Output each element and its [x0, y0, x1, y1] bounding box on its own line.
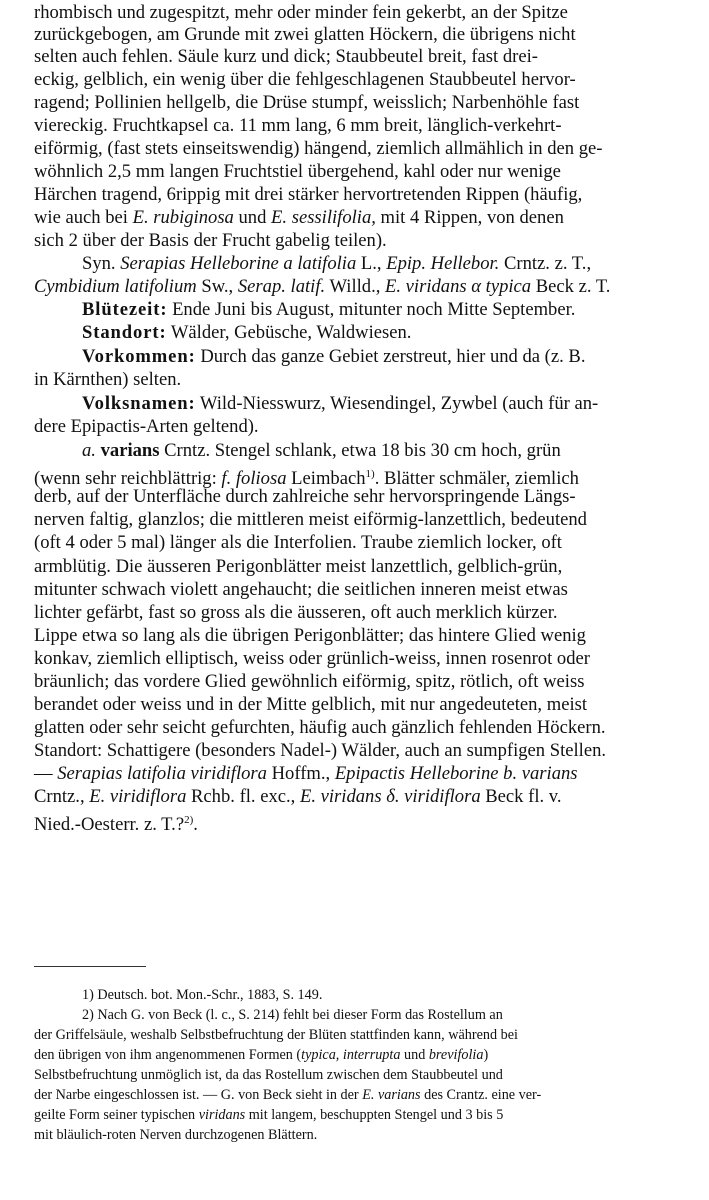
section-label: Blütezeit:: [82, 299, 168, 320]
text-line: nerven faltig, glanzlos; die mittleren meist eiförmig-lanzettlich, bedeutend: [34, 509, 587, 530]
text-line: in Kärnthen) selten.: [34, 369, 182, 390]
footnote-2-line: Selbstbefruchtung unmöglich ist, da das Rostellum zwischen dem Staubbeutel und: [34, 1067, 503, 1083]
form-names: typica, interrupta: [301, 1047, 401, 1063]
bluetezeit-line: [0, 299, 709, 321]
footnote-2-line: [0, 1086, 709, 1104]
species-name: E. viridans δ. viridiflora: [299, 786, 481, 807]
text-segment: ): [483, 1047, 489, 1063]
text-line: konkav, ziemlich elliptisch, weiss oder grünlich-weiss, innen rosenrot oder: [34, 648, 590, 669]
text-line: derb, auf der Unterfläche durch zahlreiche sehr hervorspringende Längs-: [34, 486, 576, 507]
text-segment: Hoffm.,: [266, 763, 335, 784]
text-line: bräunlich; das vordere Glied gewöhnlich eiförmig, spitz, rötlich, oft weiss: [34, 671, 585, 692]
text-segment: . Blätter schmäler, ziemlich: [374, 468, 579, 490]
synonym-line: [0, 786, 709, 808]
footnote-ref[interactable]: 2): [184, 814, 194, 826]
text-line: zurückgebogen, am Grunde mit zwei glatten Höckern, die übrigens nicht: [34, 24, 576, 45]
standort-line: [0, 322, 709, 344]
text-segment: L.,: [356, 253, 387, 274]
text-line: glatten oder sehr seicht gefurchten, häufig auch gänzlich fehlenden Höckern.: [34, 717, 606, 738]
species-name: E. rubiginosa: [132, 207, 234, 228]
text-line: [0, 463, 709, 490]
text-line: (oft 4 oder 5 mal) länger als die Interfolien. Traube ziemlich locker, oft: [34, 532, 562, 553]
text-line: eckig, gelblich, ein wenig über die fehlgeschlagenen Staubbeutel hervor-: [34, 69, 576, 90]
species-name: Serap. latif.: [237, 276, 326, 297]
footnote-2-line: [0, 1106, 709, 1124]
text-segment: Durch das ganze Gebiet zerstreut, hier und da (z. B.: [195, 346, 586, 367]
synonym-label: Syn.: [82, 253, 116, 274]
footnote-2-line: mit bläulich-roten Nerven durchzogenen Blättern.: [34, 1127, 318, 1143]
text-segment: Crntz. Stengel schlank, etwa 18 bis 30 cm hoch, grün: [159, 440, 561, 461]
synonym-line: [0, 809, 709, 836]
section-label: Volksnamen:: [82, 393, 196, 414]
synonym-line: [0, 253, 709, 275]
text-segment: Beck fl. v.: [480, 786, 562, 807]
footnote-2-line: 2) Nach G. von Beck (l. c., S. 214) fehlt bei dieser Form das Rostellum an: [82, 1007, 503, 1023]
text-line: sich 2 über der Basis der Frucht gabelig teilen).: [34, 230, 387, 251]
species-name: Epip. Hellebor.: [386, 253, 500, 274]
text-line: Standort: Schattigere (besonders Nadel-) Wälder, auch an sumpfigen Stellen.: [34, 740, 607, 761]
text-segment: (wenn sehr reichblättrig:: [34, 468, 222, 490]
footnote-1: 1) Deutsch. bot. Mon.-Schr., 1883, S. 149.: [82, 987, 323, 1003]
text-segment: geilte Form seiner typischen: [34, 1107, 199, 1123]
synonym-line: [0, 763, 709, 785]
volksnamen-line: [0, 393, 709, 415]
variety-name: varians: [100, 440, 160, 461]
text-segment: den übrigen von ihm angenommenen Formen (: [34, 1047, 302, 1063]
text-segment: .: [193, 814, 198, 836]
text-segment: und: [233, 207, 272, 228]
text-line: dere Epipactis-Arten geltend).: [34, 416, 259, 437]
text-line: eiförmig, (fast stets einseitswendig) hängend, ziemlich allmählich in den ge-: [34, 138, 603, 159]
text-segment: Nied.-Oesterr. z. T.?: [34, 814, 185, 836]
text-line: rhombisch und zugespitzt, mehr oder minder fein gekerbt, an der Spitze: [34, 2, 568, 23]
footnote-2-line: der Griffelsäule, weshalb Selbstbefruchtung der Blüten stattfinden kann, während bei: [34, 1027, 518, 1043]
species-name: E. viridiflora: [89, 786, 187, 807]
variety-marker: a.: [82, 440, 96, 461]
form-name: brevifolia: [428, 1047, 484, 1063]
synonym-line: [0, 276, 709, 298]
species-name: E. sessilifolia,: [271, 207, 376, 228]
text-segment: mit 4 Rippen, von denen: [375, 207, 564, 228]
species-name: E. varians: [362, 1087, 421, 1103]
text-segment: des Crantz. eine ver-: [420, 1087, 542, 1103]
text-segment: Crntz.,: [34, 786, 90, 807]
species-name: Serapias Helleborine a latifolia: [120, 253, 357, 274]
species-name: Epipactis Helleborine b. varians: [334, 763, 578, 784]
section-label: Vorkommen:: [82, 346, 196, 367]
text-segment: Rchb. fl. exc.,: [186, 786, 300, 807]
text-segment: —: [34, 763, 58, 784]
vorkommen-line: [0, 346, 709, 368]
text-line: selten auch fehlen. Säule kurz und dick; Staubbeutel breit, fast drei-: [34, 46, 538, 67]
text-line: Lippe etwa so lang als die übrigen Perigonblätter; das hintere Glied wenig: [34, 625, 586, 646]
text-line: Härchen tragend, 6rippig mit drei stärker hervortretenden Rippen (häufig,: [34, 184, 583, 205]
text-line: armblütig. Die äusseren Perigonblätter meist lanzettlich, gelblich-grün,: [34, 556, 563, 577]
text-segment: wie auch bei: [34, 207, 133, 228]
text-segment: Crntz. z. T.,: [499, 253, 592, 274]
form-name: f. foliosa: [221, 468, 287, 490]
text-line: mitunter schwach violett angehaucht; die seitlichen inneren meist etwas: [34, 579, 568, 600]
text-segment: Wälder, Gebüsche, Waldwiesen.: [166, 322, 412, 343]
text-segment: Willd.,: [325, 276, 386, 297]
section-label: Standort:: [82, 322, 167, 343]
text-line: viereckig. Fruchtkapsel ca. 11 mm lang, 6 mm breit, länglich-verkehrt-: [34, 115, 562, 136]
species-name: Serapias latifolia viridiflora: [57, 763, 267, 784]
text-line: [0, 207, 709, 229]
footnote-divider: [34, 966, 146, 967]
text-segment: mit langem, beschuppten Stengel und 3 bis 5: [245, 1107, 504, 1123]
variety-heading-line: [0, 440, 709, 462]
text-segment: Beck z. T.: [531, 276, 611, 297]
species-name: viridans: [198, 1107, 246, 1123]
text-line: lichter gefärbt, fast so gross als die äusseren, oft auch merklich kürzer.: [34, 602, 558, 623]
text-line: ragend; Pollinien hellgelb, die Drüse stumpf, weisslich; Narbenhöhle fast: [34, 92, 580, 113]
text-segment: Wild-Niesswurz, Wiesendingel, Zywbel (auch für an-: [195, 393, 599, 414]
text-line: berandet oder weiss und in der Mitte gelblich, mit nur angedeuteten, meist: [34, 694, 588, 715]
footnote-2-line: [0, 1046, 709, 1064]
text-segment: der Narbe eingeschlossen ist. — G. von Beck sieht in der: [34, 1087, 363, 1103]
species-name: Cymbidium latifolium: [34, 276, 197, 297]
text-segment: und: [400, 1047, 429, 1063]
species-name: E. viridans α typica: [385, 276, 532, 297]
text-line: wöhnlich 2,5 mm langen Fruchtstiel übergehend, kahl oder nur wenige: [34, 161, 561, 182]
text-segment: Ende Juni bis August, mitunter noch Mitte September.: [167, 299, 576, 320]
text-segment: Sw.,: [196, 276, 238, 297]
text-segment: Leimbach: [286, 468, 366, 490]
footnote-ref[interactable]: 1): [365, 468, 375, 480]
